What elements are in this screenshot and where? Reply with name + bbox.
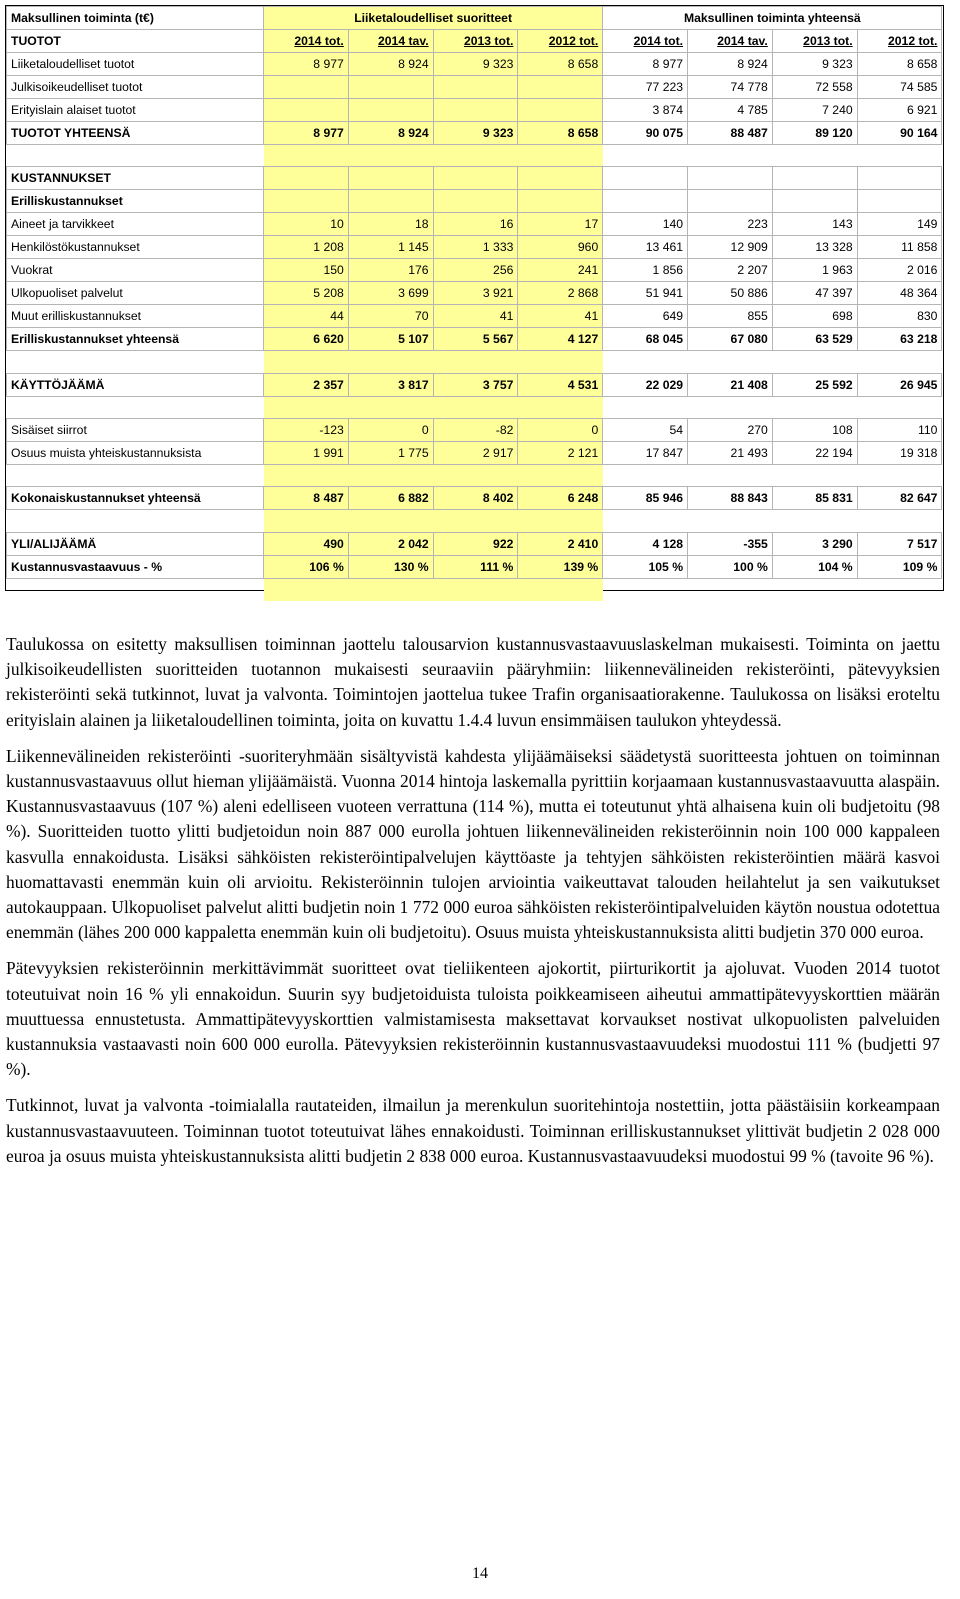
empty-cell xyxy=(857,396,942,418)
row-label: Vuokrat xyxy=(7,259,264,282)
empty-cell xyxy=(433,465,518,487)
value-cell: -123 xyxy=(264,419,349,442)
value-cell: 26 945 xyxy=(857,373,942,396)
paragraph: Taulukossa on esitetty maksullisen toiminnan jaottelu talousarvion kustannusvastaavuuslaskelman mukaisesti. Toiminta on jaettu julkisoikeudellisten suoritteiden tuotannon mukaisesti seuraaviin pääryhmiin: liikennevälineiden rekisteröinti, pätevyyksien rekisteröinti sekä tutkinnot, luvat ja valvonta. Toimintojen jaottelua tukee Trafin organisaatiorakenne. Taulukossa on lisäksi eroteltu erityislain alainen ja liiketaloudellinen toiminta, joita on kuvattu 1.4.4 luvun ensimmäisen taulukon yhteydessä. xyxy=(6,634,940,730)
value-cell: 13 461 xyxy=(603,236,688,259)
value-cell: 54 xyxy=(603,419,688,442)
empty-cell xyxy=(603,396,688,418)
column-header: 2014 tav. xyxy=(688,30,773,53)
table-title: Maksullinen toiminta (t€) xyxy=(7,7,264,30)
value-cell: 855 xyxy=(688,305,773,328)
value-cell: 1 856 xyxy=(603,259,688,282)
value-cell xyxy=(688,190,773,213)
table-title-row xyxy=(7,7,942,30)
tuotot-label: TUOTOT xyxy=(7,30,264,53)
row-label: KUSTANNUKSET xyxy=(7,167,264,190)
row-label: Erilliskustannukset xyxy=(7,190,264,213)
value-cell: 7 240 xyxy=(772,99,857,122)
spacer-row xyxy=(7,578,942,600)
value-cell: 1 145 xyxy=(348,236,433,259)
value-cell: 17 xyxy=(518,213,603,236)
value-cell xyxy=(433,76,518,99)
paragraph: Liikennevälineiden rekisteröinti -suoriteryhmään sisältyvistä kahdesta ylijäämäiseksi säädetystä suoritteesta johtuen on toiminnan kustannusvastaavuus ollut hieman ylijäämäistä. Vuonna 2014 hintoja laskemalla pyrittiin korjaamaan kustannusvastaavuutta alaspäin. Kustannusvastaavuus (107 %) aleni edelliseen vuoteen verrattuna (114 %), mutta ei toteutunut yhtä alhaisena kuin oli budjetoitu (98 %). Suoritteiden tuotto ylitti budjetoidun noin 887 000 eurolla johtuen liikennevälineiden rekisteröinnin noin 100 000 kappaleen kasvulla ennakoidusta. Lisäksi sähköisten rekisteröintipalvelujen käyttöaste ja tehtyjen sähköisten rekisteröintien määrä kasvoi huomattavasti enemmän kuin oli arvioitu. Rekisteröinnin tulojen arviointia vaikeuttavat talouden heilahtelut ja sen vaikutukset autokauppaan. Ulkopuoliset palvelut alitti budjetin noin 1 772 000 euroa sähköisten rekisteröintipalveluiden käytön noustua odotettua enemmän (lähes 200 000 kappaletta enemmän kuin oli budjetoitu). Osuus muista yhteiskustannuksista alitti budjetin 370 000 euroa. xyxy=(6,745,940,943)
empty-cell xyxy=(7,465,264,487)
value-cell: 256 xyxy=(433,259,518,282)
value-cell xyxy=(433,167,518,190)
empty-cell xyxy=(772,465,857,487)
empty-cell xyxy=(348,351,433,373)
value-cell: 21 493 xyxy=(688,442,773,465)
value-cell: 13 328 xyxy=(772,236,857,259)
empty-cell xyxy=(433,578,518,600)
group-header-business: Liiketaloudelliset suoritteet xyxy=(264,7,603,30)
value-cell: 8 924 xyxy=(688,53,773,76)
value-cell: 88 843 xyxy=(688,487,773,510)
value-cell xyxy=(264,167,349,190)
value-cell: 6 248 xyxy=(518,487,603,510)
empty-cell xyxy=(264,145,349,167)
empty-cell xyxy=(772,510,857,532)
value-cell: 241 xyxy=(518,259,603,282)
empty-cell xyxy=(348,145,433,167)
table-column-header-row xyxy=(7,30,942,53)
empty-cell xyxy=(518,145,603,167)
empty-cell xyxy=(857,510,942,532)
value-cell: 8 977 xyxy=(264,53,349,76)
value-cell: 1 333 xyxy=(433,236,518,259)
value-cell: 51 941 xyxy=(603,282,688,305)
empty-cell xyxy=(518,578,603,600)
value-cell: 47 397 xyxy=(772,282,857,305)
value-cell xyxy=(433,190,518,213)
value-cell: 63 529 xyxy=(772,328,857,351)
empty-cell xyxy=(518,510,603,532)
empty-cell xyxy=(264,578,349,600)
value-cell: 50 886 xyxy=(688,282,773,305)
value-cell xyxy=(688,167,773,190)
value-cell xyxy=(603,167,688,190)
table-row xyxy=(7,328,942,351)
value-cell: 74 585 xyxy=(857,76,942,99)
empty-cell xyxy=(518,465,603,487)
value-cell: 21 408 xyxy=(688,373,773,396)
value-cell: 88 487 xyxy=(688,122,773,145)
value-cell xyxy=(433,99,518,122)
value-cell: 130 % xyxy=(348,555,433,578)
value-cell: 3 757 xyxy=(433,373,518,396)
value-cell: 41 xyxy=(433,305,518,328)
column-header: 2014 tav. xyxy=(348,30,433,53)
value-cell: 89 120 xyxy=(772,122,857,145)
value-cell xyxy=(348,190,433,213)
value-cell: 6 620 xyxy=(264,328,349,351)
table-row xyxy=(7,442,942,465)
spacer-row xyxy=(7,351,942,373)
empty-cell xyxy=(603,145,688,167)
table-row xyxy=(7,419,942,442)
value-cell: 85 831 xyxy=(772,487,857,510)
value-cell: 2 121 xyxy=(518,442,603,465)
value-cell xyxy=(348,99,433,122)
value-cell: 19 318 xyxy=(857,442,942,465)
empty-cell xyxy=(7,145,264,167)
value-cell: 7 517 xyxy=(857,532,942,555)
value-cell: 4 127 xyxy=(518,328,603,351)
empty-cell xyxy=(7,351,264,373)
page-number: 14 xyxy=(472,1565,488,1582)
table-row xyxy=(7,53,942,76)
row-label: Muut erilliskustannukset xyxy=(7,305,264,328)
empty-cell xyxy=(603,465,688,487)
value-cell: -355 xyxy=(688,532,773,555)
empty-cell xyxy=(857,351,942,373)
empty-cell xyxy=(688,145,773,167)
empty-cell xyxy=(857,578,942,600)
value-cell: 25 592 xyxy=(772,373,857,396)
value-cell: 90 164 xyxy=(857,122,942,145)
empty-cell xyxy=(688,396,773,418)
value-cell: 17 847 xyxy=(603,442,688,465)
value-cell xyxy=(518,76,603,99)
row-label: Erilliskustannukset yhteensä xyxy=(7,328,264,351)
spacer-row xyxy=(7,465,942,487)
value-cell: 44 xyxy=(264,305,349,328)
value-cell xyxy=(772,167,857,190)
value-cell: 3 921 xyxy=(433,282,518,305)
value-cell: 105 % xyxy=(603,555,688,578)
empty-cell xyxy=(348,465,433,487)
value-cell: 4 531 xyxy=(518,373,603,396)
value-cell: 1 208 xyxy=(264,236,349,259)
column-header: 2013 tot. xyxy=(772,30,857,53)
value-cell: 140 xyxy=(603,213,688,236)
value-cell: 41 xyxy=(518,305,603,328)
value-cell: 109 % xyxy=(857,555,942,578)
value-cell: 490 xyxy=(264,532,349,555)
empty-cell xyxy=(772,578,857,600)
value-cell: 6 921 xyxy=(857,99,942,122)
value-cell: 85 946 xyxy=(603,487,688,510)
value-cell: 8 977 xyxy=(603,53,688,76)
value-cell xyxy=(772,190,857,213)
empty-cell xyxy=(518,396,603,418)
value-cell: 2 207 xyxy=(688,259,773,282)
financial-table-frame xyxy=(5,5,944,591)
value-cell xyxy=(264,76,349,99)
value-cell: 698 xyxy=(772,305,857,328)
value-cell xyxy=(264,190,349,213)
value-cell: 108 xyxy=(772,419,857,442)
value-cell: 9 323 xyxy=(772,53,857,76)
value-cell: 100 % xyxy=(688,555,773,578)
value-cell: 8 658 xyxy=(518,122,603,145)
value-cell: 104 % xyxy=(772,555,857,578)
value-cell xyxy=(264,99,349,122)
value-cell: 2 410 xyxy=(518,532,603,555)
value-cell: 139 % xyxy=(518,555,603,578)
empty-cell xyxy=(857,465,942,487)
table-row xyxy=(7,282,942,305)
group-header-total: Maksullinen toiminta yhteensä xyxy=(603,7,942,30)
value-cell: 1 963 xyxy=(772,259,857,282)
spacer-row xyxy=(7,510,942,532)
empty-cell xyxy=(348,510,433,532)
value-cell xyxy=(348,167,433,190)
empty-cell xyxy=(772,396,857,418)
empty-cell xyxy=(518,351,603,373)
paragraph: Tutkinnot, luvat ja valvonta -toimialalla rautateiden, ilmailun ja merenkulun suoritehintoja nostettiin, jotta päästäisiin korkeampaan kustannusvastaavuuteen. Toiminnan tuotot toteutuivat lähes ennakoidusti. Toiminnan erilliskustannukset ylittivät budjetin 2 028 000 euroa ja osuus muista yhteiskustannuksista alitti budjetin 2 838 000 euroa. Kustannusvastaavuudeksi muodostui 99 % (tavoite 96 %). xyxy=(6,1095,940,1166)
spacer-row xyxy=(7,396,942,418)
empty-cell xyxy=(433,396,518,418)
empty-cell xyxy=(603,578,688,600)
value-cell: 18 xyxy=(348,213,433,236)
value-cell: 2 868 xyxy=(518,282,603,305)
value-cell: 830 xyxy=(857,305,942,328)
empty-cell xyxy=(264,510,349,532)
value-cell: 4 128 xyxy=(603,532,688,555)
value-cell: 223 xyxy=(688,213,773,236)
paragraph: Pätevyyksien rekisteröinnin merkittävimmät suoritteet ovat tieliikenteen ajokortit, piirturikortit ja ajoluvat. Vuoden 2014 tuotot toteutuivat noin 16 % yli ennakoidun. Suurin syy budjetoiduista tuloista poikkeamiseen aiheutui ammattipätevyyskorttien määrän muuttuessa ennustetusta. Ammattipätevyyskorttien valmistamisesta maksettavat korvaukset nostivat ulkopuolisten palveluiden kustannuksia vastaavasti noin 600 000 eurolla. Pätevyyksien rekisteröinnin kustannusvastaavuudeksi muodostui 111 % (budjetti 97 %). xyxy=(6,958,940,1080)
value-cell: 8 977 xyxy=(264,122,349,145)
table-row xyxy=(7,190,942,213)
table-row xyxy=(7,167,942,190)
table-row xyxy=(7,305,942,328)
empty-cell xyxy=(348,396,433,418)
empty-cell xyxy=(688,351,773,373)
table-row xyxy=(7,259,942,282)
row-label: Sisäiset siirrot xyxy=(7,419,264,442)
value-cell: 82 647 xyxy=(857,487,942,510)
value-cell: 106 % xyxy=(264,555,349,578)
value-cell: 149 xyxy=(857,213,942,236)
value-cell: 2 917 xyxy=(433,442,518,465)
value-cell: 649 xyxy=(603,305,688,328)
spacer-row xyxy=(7,145,942,167)
value-cell: 143 xyxy=(772,213,857,236)
empty-cell xyxy=(603,351,688,373)
table-row xyxy=(7,487,942,510)
value-cell xyxy=(857,190,942,213)
value-cell: 3 874 xyxy=(603,99,688,122)
value-cell: 11 858 xyxy=(857,236,942,259)
empty-cell xyxy=(7,396,264,418)
table-row xyxy=(7,532,942,555)
column-header: 2014 tot. xyxy=(264,30,349,53)
column-header: 2012 tot. xyxy=(857,30,942,53)
row-label: YLI/ALIJÄÄMÄ xyxy=(7,532,264,555)
value-cell: 5 107 xyxy=(348,328,433,351)
row-label: Aineet ja tarvikkeet xyxy=(7,213,264,236)
empty-cell xyxy=(857,145,942,167)
value-cell: 12 909 xyxy=(688,236,773,259)
value-cell: 4 785 xyxy=(688,99,773,122)
value-cell: 8 924 xyxy=(348,53,433,76)
row-label: Erityislain alaiset tuotot xyxy=(7,99,264,122)
empty-cell xyxy=(688,578,773,600)
empty-cell xyxy=(7,578,264,600)
value-cell: 8 658 xyxy=(518,53,603,76)
column-header: 2012 tot. xyxy=(518,30,603,53)
body-text xyxy=(6,632,940,1180)
empty-cell xyxy=(772,351,857,373)
value-cell: 960 xyxy=(518,236,603,259)
value-cell: 8 402 xyxy=(433,487,518,510)
empty-cell xyxy=(688,465,773,487)
empty-cell xyxy=(264,351,349,373)
value-cell: 8 658 xyxy=(857,53,942,76)
row-label: Julkisoikeudelliset tuotot xyxy=(7,76,264,99)
value-cell: 9 323 xyxy=(433,122,518,145)
value-cell: 5 208 xyxy=(264,282,349,305)
empty-cell xyxy=(433,510,518,532)
row-label: TUOTOT YHTEENSÄ xyxy=(7,122,264,145)
value-cell: 3 817 xyxy=(348,373,433,396)
row-label: Kustannusvastaavuus - % xyxy=(7,555,264,578)
value-cell: 150 xyxy=(264,259,349,282)
value-cell: 110 xyxy=(857,419,942,442)
value-cell: 63 218 xyxy=(857,328,942,351)
value-cell: 74 778 xyxy=(688,76,773,99)
table-row xyxy=(7,122,942,145)
value-cell: 2 042 xyxy=(348,532,433,555)
value-cell: 70 xyxy=(348,305,433,328)
value-cell: 3 290 xyxy=(772,532,857,555)
value-cell: 8 487 xyxy=(264,487,349,510)
value-cell: 8 924 xyxy=(348,122,433,145)
row-label: Ulkopuoliset palvelut xyxy=(7,282,264,305)
table-row xyxy=(7,373,942,396)
value-cell xyxy=(518,167,603,190)
empty-cell xyxy=(688,510,773,532)
value-cell: 3 699 xyxy=(348,282,433,305)
table-row xyxy=(7,555,942,578)
value-cell xyxy=(518,99,603,122)
column-header: 2014 tot. xyxy=(603,30,688,53)
row-label: Henkilöstökustannukset xyxy=(7,236,264,259)
empty-cell xyxy=(348,578,433,600)
value-cell: 1 775 xyxy=(348,442,433,465)
value-cell: 0 xyxy=(348,419,433,442)
value-cell: 270 xyxy=(688,419,773,442)
value-cell: 90 075 xyxy=(603,122,688,145)
value-cell: 48 364 xyxy=(857,282,942,305)
value-cell: 9 323 xyxy=(433,53,518,76)
value-cell: 1 991 xyxy=(264,442,349,465)
empty-cell xyxy=(603,510,688,532)
value-cell: 0 xyxy=(518,419,603,442)
value-cell xyxy=(348,76,433,99)
value-cell: 67 080 xyxy=(688,328,773,351)
row-label: Liiketaloudelliset tuotot xyxy=(7,53,264,76)
row-label: Kokonaiskustannukset yhteensä xyxy=(7,487,264,510)
value-cell: 111 % xyxy=(433,555,518,578)
value-cell: 2 016 xyxy=(857,259,942,282)
empty-cell xyxy=(264,396,349,418)
value-cell: 77 223 xyxy=(603,76,688,99)
table-row xyxy=(7,76,942,99)
value-cell: 922 xyxy=(433,532,518,555)
value-cell xyxy=(857,167,942,190)
empty-cell xyxy=(433,145,518,167)
value-cell: 6 882 xyxy=(348,487,433,510)
table-row xyxy=(7,213,942,236)
value-cell: 5 567 xyxy=(433,328,518,351)
value-cell: 176 xyxy=(348,259,433,282)
empty-cell xyxy=(772,145,857,167)
financial-table xyxy=(6,6,942,601)
row-label: KÄYTTÖJÄÄMÄ xyxy=(7,373,264,396)
table-row xyxy=(7,99,942,122)
empty-cell xyxy=(7,510,264,532)
value-cell: -82 xyxy=(433,419,518,442)
value-cell xyxy=(603,190,688,213)
column-header: 2013 tot. xyxy=(433,30,518,53)
table-row xyxy=(7,236,942,259)
value-cell: 68 045 xyxy=(603,328,688,351)
empty-cell xyxy=(433,351,518,373)
value-cell: 2 357 xyxy=(264,373,349,396)
value-cell xyxy=(518,190,603,213)
empty-cell xyxy=(264,465,349,487)
value-cell: 72 558 xyxy=(772,76,857,99)
value-cell: 22 029 xyxy=(603,373,688,396)
value-cell: 10 xyxy=(264,213,349,236)
value-cell: 22 194 xyxy=(772,442,857,465)
value-cell: 16 xyxy=(433,213,518,236)
row-label: Osuus muista yhteiskustannuksista xyxy=(7,442,264,465)
